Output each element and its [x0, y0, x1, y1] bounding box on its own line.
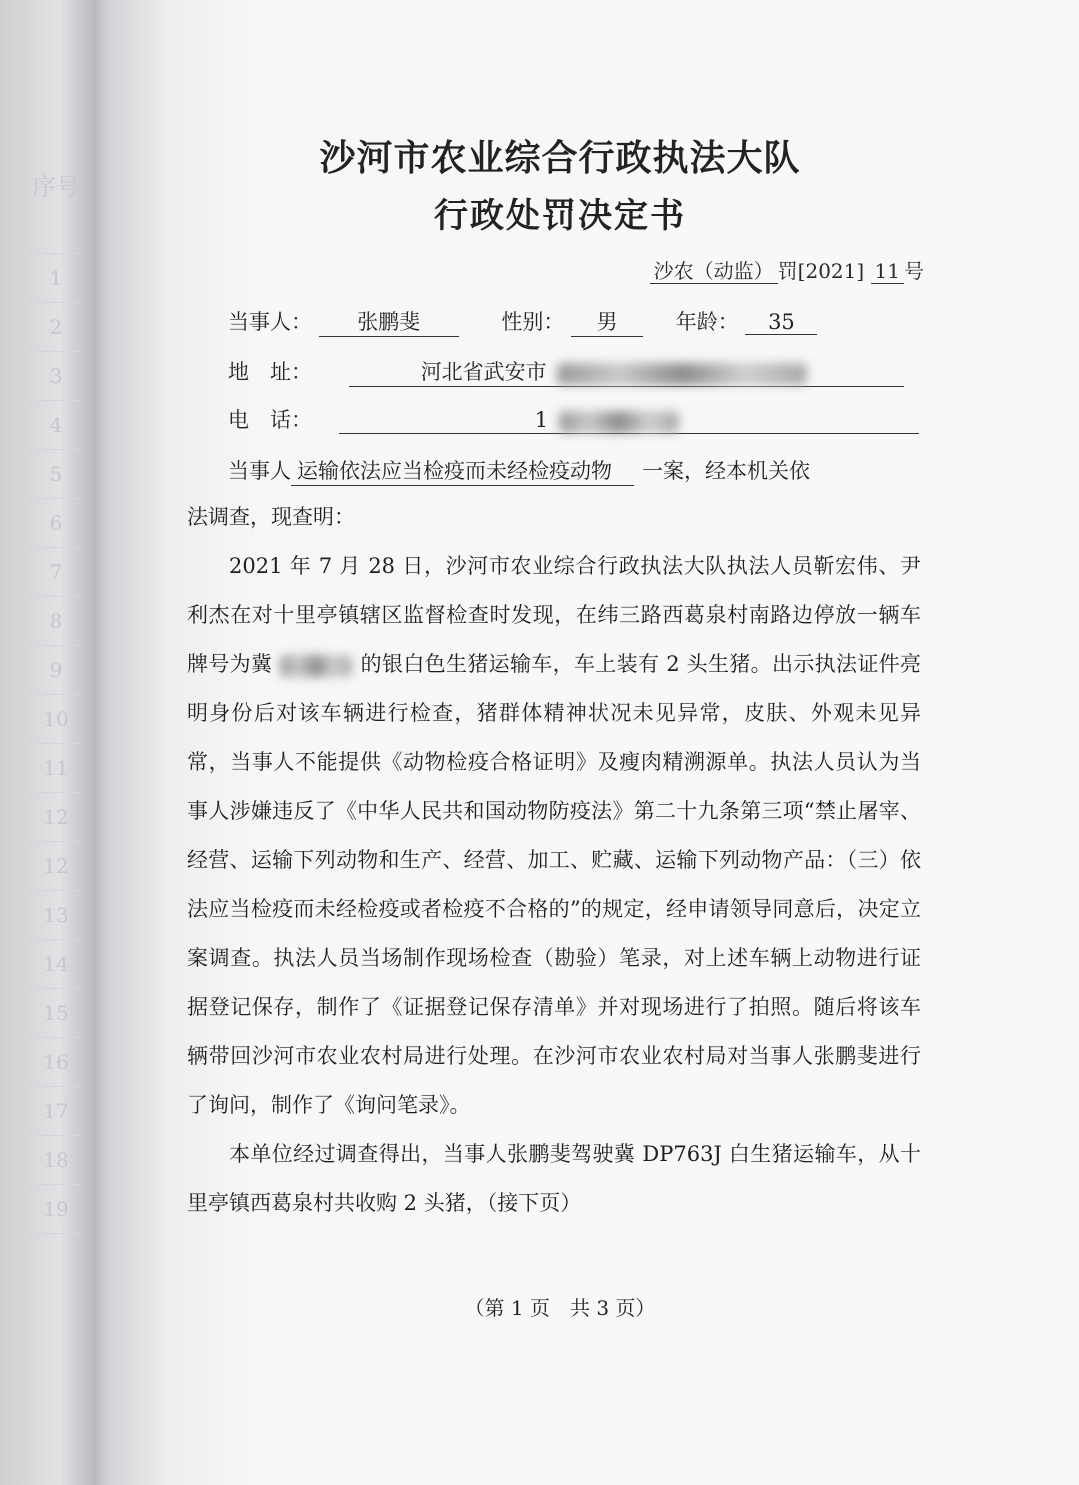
redacted-plate [280, 655, 352, 677]
margin-number: 7 [30, 548, 82, 597]
margin-number: 15 [30, 989, 82, 1038]
case-line2: 法调查，现查明： [187, 505, 355, 529]
margin-number: 14 [30, 940, 82, 989]
margin-number: 16 [30, 1038, 82, 1087]
address-label: 地 址： [228, 360, 312, 384]
redacted-phone [559, 411, 679, 433]
margin-number: 13 [30, 891, 82, 940]
case-prefix: 当事人 [228, 459, 291, 483]
party-gender: 男 [571, 306, 643, 337]
margin-number: 3 [30, 352, 82, 401]
party-row [228, 306, 817, 337]
margin-number: 11 [30, 744, 82, 793]
address-field [349, 356, 904, 387]
margin-number: 10 [30, 695, 82, 744]
finding-text-2: 的银白色生猪运输车，车上装有 2 头生猪。出示执法证件亮明身份后对该车辆进行检查，猪群体精神状况未见异常，皮肤、外观未见异常，当事人不能提供《动物检疫合格证明》及瘦肉精溯源单。执法人员认为当事人涉嫌违反了《中华人民共和国动物防疫法》第二十九条第三项“禁止屠宰、经营、运输下列动物和生产、经营、加工、贮藏、运输下列动物产品：（三）依法应当检疫而未经检疫或者检疫不合格的”的规定，经申请领导同意后，决定立案调查。执法人员当场制作现场检查（勘验）笔录，对上述车辆上动物进行证据登记保存，制作了《证据登记保存清单》并对现场进行了拍照。随后将该车辆带回沙河市农业农村局进行处理。在沙河市农业农村局对当事人张鹏斐进行了询问，制作了《询问笔录》。 [187, 652, 921, 1117]
body-text [187, 493, 921, 1228]
party-age: 35 [745, 310, 817, 335]
document-number [650, 255, 924, 284]
margin-number: 2 [30, 303, 82, 352]
margin-number: 12 [30, 842, 82, 891]
gender-label: 性别： [501, 310, 565, 334]
margin-number: 18 [30, 1136, 82, 1185]
case-row [228, 455, 810, 486]
page-number: （第 1 页 共 3 页） [464, 1296, 656, 1320]
phone-text: 1 [534, 408, 549, 432]
name-label: 当事人： [228, 310, 312, 334]
finding-paragraph [187, 542, 921, 1130]
phone-label: 电 话： [228, 408, 312, 432]
doc-number-num: 11 [871, 259, 904, 284]
doc-number-suffix: 号 [904, 259, 924, 283]
document-title: 行政处罚决定书 [434, 196, 686, 236]
redacted-address [557, 363, 807, 385]
agency-title: 沙河市农业综合行政执法大队 [319, 138, 801, 179]
case-cause: 运输依法应当检疫而未经检疫动物 [291, 455, 634, 486]
phone-field [339, 408, 919, 434]
party-name: 张鹏斐 [319, 306, 459, 337]
margin-number: 8 [30, 597, 82, 646]
doc-number-prefix: 沙农（动监） [650, 259, 778, 284]
margin-line-numbers [30, 170, 82, 1234]
margin-header: 序号 [30, 170, 82, 254]
margin-number: 12 [30, 793, 82, 842]
case-suffix: 一案，经本机关依 [642, 459, 810, 483]
conclusion-paragraph: 本单位经过调查得出，当事人张鹏斐驾驶冀 DP763J 白生猪运输车，从十里亭镇西葛泉村共收购 2 头猪，（接下页） [187, 1142, 921, 1215]
margin-number: 6 [30, 499, 82, 548]
phone-row [228, 404, 919, 434]
address-row [228, 356, 904, 387]
finding-text-1: 2021 年 7 月 28 日，沙河市农业综合行政执法大队执法人员靳宏伟、尹利杰在对十里亭镇辖区监督检查时发现，在纬三路西葛泉村南路边停放一辆车牌号为冀 [187, 554, 921, 676]
address-text: 河北省武安市 [420, 360, 547, 384]
margin-number: 5 [30, 450, 82, 499]
margin-number: 17 [30, 1087, 82, 1136]
margin-number: 4 [30, 401, 82, 450]
margin-number: 19 [30, 1185, 82, 1234]
doc-number-year: 罚[2021] [777, 259, 865, 283]
age-label: 年龄： [675, 310, 739, 334]
margin-number: 9 [30, 646, 82, 695]
margin-number: 1 [30, 254, 82, 303]
